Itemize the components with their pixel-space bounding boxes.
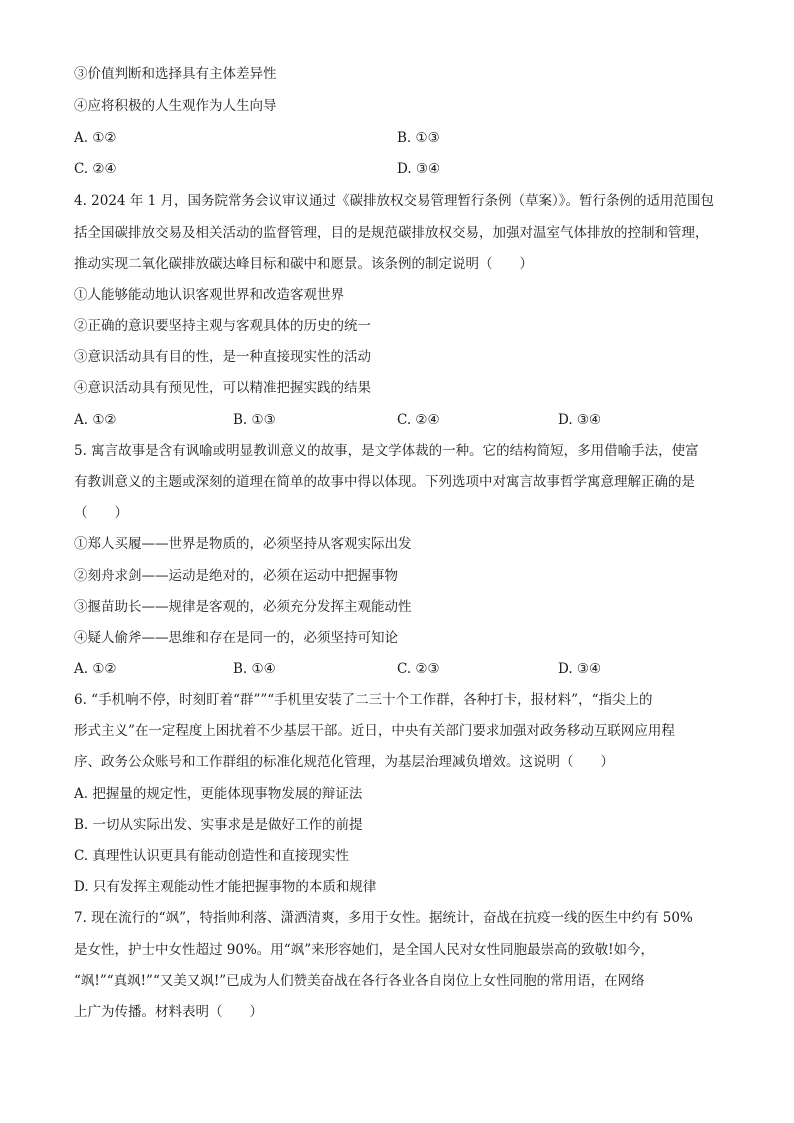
q5-statement-4: ④疑人偷斧——思维和存在是同一的，必须坚持可知论 <box>74 630 398 646</box>
q7-stem-line-3: “飒!”“真飒!”“又美又飒!”已成为人们赞美奋战在各行各业各自岗位上女性同胞的常用语，在网络 <box>74 973 645 989</box>
q7-stem-line-2: 是女性，护士中女性超过 90%。用“飒”来形容她们，是全国人民对女性同胞最崇高的致敬!如今， <box>74 942 655 958</box>
q6-option-d: D. 只有发挥主观能动性才能把握事物的本质和规律 <box>74 879 377 895</box>
q5-option-a: A. ①② <box>74 661 117 677</box>
q4-stem-line-2: 括全国碳排放交易及相关活动的监督管理，目的是规范碳排放权交易，加强对温室气体排放的控制和管理， <box>74 225 709 241</box>
q5-statement-1: ①郑人买履——世界是物质的，必须坚持从客观实际出发 <box>74 536 412 552</box>
q5-statement-3: ③揠苗助长——规律是客观的，必须充分发挥主观能动性 <box>74 599 412 615</box>
q4-option-d: D. ③④ <box>558 412 602 428</box>
q3-option-c: C. ②④ <box>74 161 117 177</box>
q5-option-b: B. ①④ <box>233 661 276 677</box>
q6-option-b: B. 一切从实际出发、实事求是是做好工作的前提 <box>74 817 363 833</box>
q4-option-b: B. ①③ <box>233 412 276 428</box>
q6-stem-line-3: 序、政务公众账号和工作群组的标准化规范化管理，为基层治理减负增效。这说明（ ） <box>74 754 614 770</box>
q5-stem-line-3: （ ） <box>74 505 128 521</box>
q4-stem-line-1: 4. 2024 年 1 月，国务院常务会议审议通过《碳排放权交易管理暂行条例（草案）》。暂行条例的适用范围包 <box>74 193 714 209</box>
q4-option-a: A. ①② <box>74 412 117 428</box>
q4-statement-1: ①人能够能动地认识客观世界和改造客观世界 <box>74 287 344 303</box>
q4-statement-2: ②正确的意识要坚持主观与客观具体的历史的统一 <box>74 318 371 334</box>
q4-option-c: C. ②④ <box>397 412 440 428</box>
q6-option-c: C. 真理性认识更具有能动创造性和直接现实性 <box>74 848 349 864</box>
q3-option-a: A. ①② <box>74 130 117 146</box>
q3-statement-3: ③价值判断和选择具有主体差异性 <box>74 66 277 82</box>
q4-stem-line-3: 推动实现二氧化碳排放碳达峰目标和碳中和愿景。该条例的制定说明（ ） <box>74 256 533 272</box>
q6-option-a: A. 把握量的规定性，更能体现事物发展的辩证法 <box>74 786 363 802</box>
q3-option-d: D. ③④ <box>397 161 441 177</box>
q6-stem-line-2: 形式主义”在一定程度上困扰着不少基层干部。近日，中央有关部门要求加强对政务移动互联网应用程 <box>74 723 675 739</box>
q4-statement-3: ③意识活动具有目的性，是一种直接现实性的活动 <box>74 349 371 365</box>
q5-option-d: D. ③④ <box>558 661 602 677</box>
q7-stem-line-1: 7. 现在流行的“飒”，特指帅利落、潇洒清爽，多用于女性。据统计，奋战在抗疫一线的医生中约有 50% <box>74 910 693 926</box>
q3-statement-4: ④应将积极的人生观作为人生向导 <box>74 98 277 114</box>
q5-statement-2: ②刻舟求剑——运动是绝对的，必须在运动中把握事物 <box>74 568 398 584</box>
q6-stem-line-1: 6. “手机响不停，时刻盯着“群””“手机里安装了二三十个工作群，各种打卡，报材料”，“指尖上的 <box>74 692 653 708</box>
q5-stem-line-2: 有教训意义的主题或深刻的道理在简单的故事中得以体现。下列选项中对寓言故事哲学寓意理解正确的是 <box>74 474 695 490</box>
q5-option-c: C. ②③ <box>397 661 440 677</box>
q7-stem-line-4: 上广为传播。材料表明（ ） <box>74 1004 263 1020</box>
q4-statement-4: ④意识活动具有预见性，可以精准把握实践的结果 <box>74 380 371 396</box>
q3-option-b: B. ①③ <box>397 130 440 146</box>
q5-stem-line-1: 5. 寓言故事是含有讽喻或明显教训意义的故事，是文学体裁的一种。它的结构简短，多用借喻手法，使富 <box>74 443 699 459</box>
